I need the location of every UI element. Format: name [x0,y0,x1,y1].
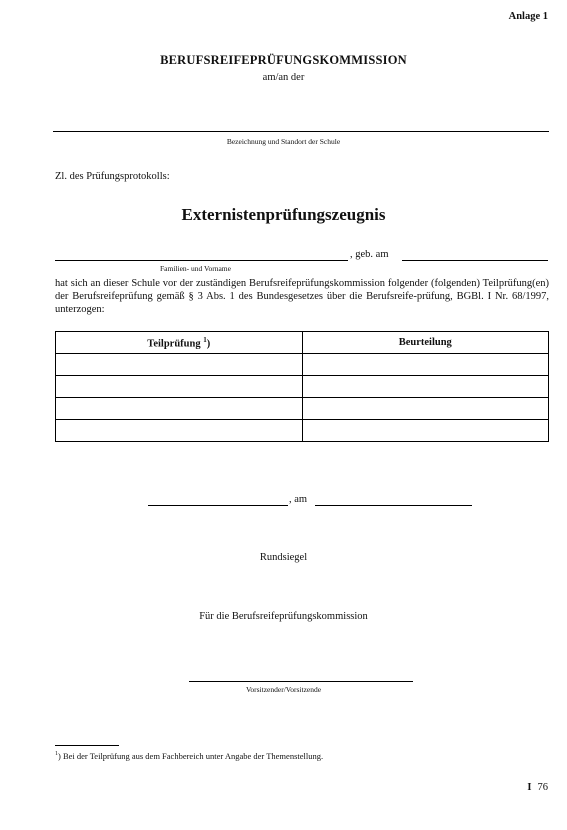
school-name-line[interactable] [53,131,549,132]
birth-date-label: , geb. am [350,249,389,260]
footnote-paren: ) [206,338,211,350]
beurteilung-cell[interactable] [302,420,549,442]
table-header-row [56,332,549,354]
footnote [55,751,323,761]
date-line[interactable] [315,505,472,506]
teilpruefung-cell[interactable] [56,420,303,442]
footnote-ref: 1 [203,335,207,344]
column-header-beurteilung: Beurteilung [302,332,549,354]
column-header-teilpruefung [56,332,303,354]
table-row [56,376,549,398]
footnote-text: ) Bei der Teilprüfung aus dem Fachbereich unter Angabe der Themenstellung. [58,751,324,761]
body-paragraph: hat sich an dieser Schule vor der zuständigen Berufsreifeprüfungskommission folgender (folgenden) Teilprüfung(en) der Berufsreifeprüfung gemäß § 3 Abs. 1 des Bundesgesetzes über die Berufsreife-prüfung, BGBl. I Nr. 68/1997, unterzogen: [55,278,549,315]
beurteilung-cell[interactable] [302,398,549,420]
table-row [56,354,549,376]
teilpruefung-cell[interactable] [56,354,303,376]
page-roman: I [527,782,532,793]
document-title: Externistenprüfungszeugnis [181,205,386,224]
teilpruefung-label: Teilprüfung [147,338,201,350]
table-row [56,398,549,420]
teilpruefung-cell[interactable] [56,398,303,420]
beurteilung-cell[interactable] [302,354,549,376]
exam-table [55,331,549,442]
on-behalf-label: Für die Berufsreifeprüfungskommission [199,611,368,622]
am-an-der-label: am/an der [262,72,305,83]
seal-label: Rundsiegel [259,552,308,563]
footnote-divider [55,745,119,746]
birth-date-line[interactable] [402,260,548,261]
date-label: , am [289,494,308,505]
protocol-number-label: Zl. des Prüfungsprotokolls: [55,171,170,182]
page-number [527,782,548,793]
place-line[interactable] [148,505,288,506]
signature-line[interactable] [189,681,413,682]
annex-label: Anlage 1 [508,11,548,22]
school-caption: Bezeichnung und Standort der Schule [226,137,341,146]
teilpruefung-cell[interactable] [56,376,303,398]
name-line[interactable] [55,260,348,261]
page-num: 76 [537,782,548,793]
commission-heading: BERUFSREIFEPRÜFUNGSKOMMISSION [160,53,407,67]
name-caption: Familien- und Vorname [160,264,231,273]
signature-caption: Vorsitzender/Vorsitzende [245,685,322,694]
beurteilung-cell[interactable] [302,376,549,398]
footnote-mark: 1 [55,751,58,758]
table-row [56,420,549,442]
